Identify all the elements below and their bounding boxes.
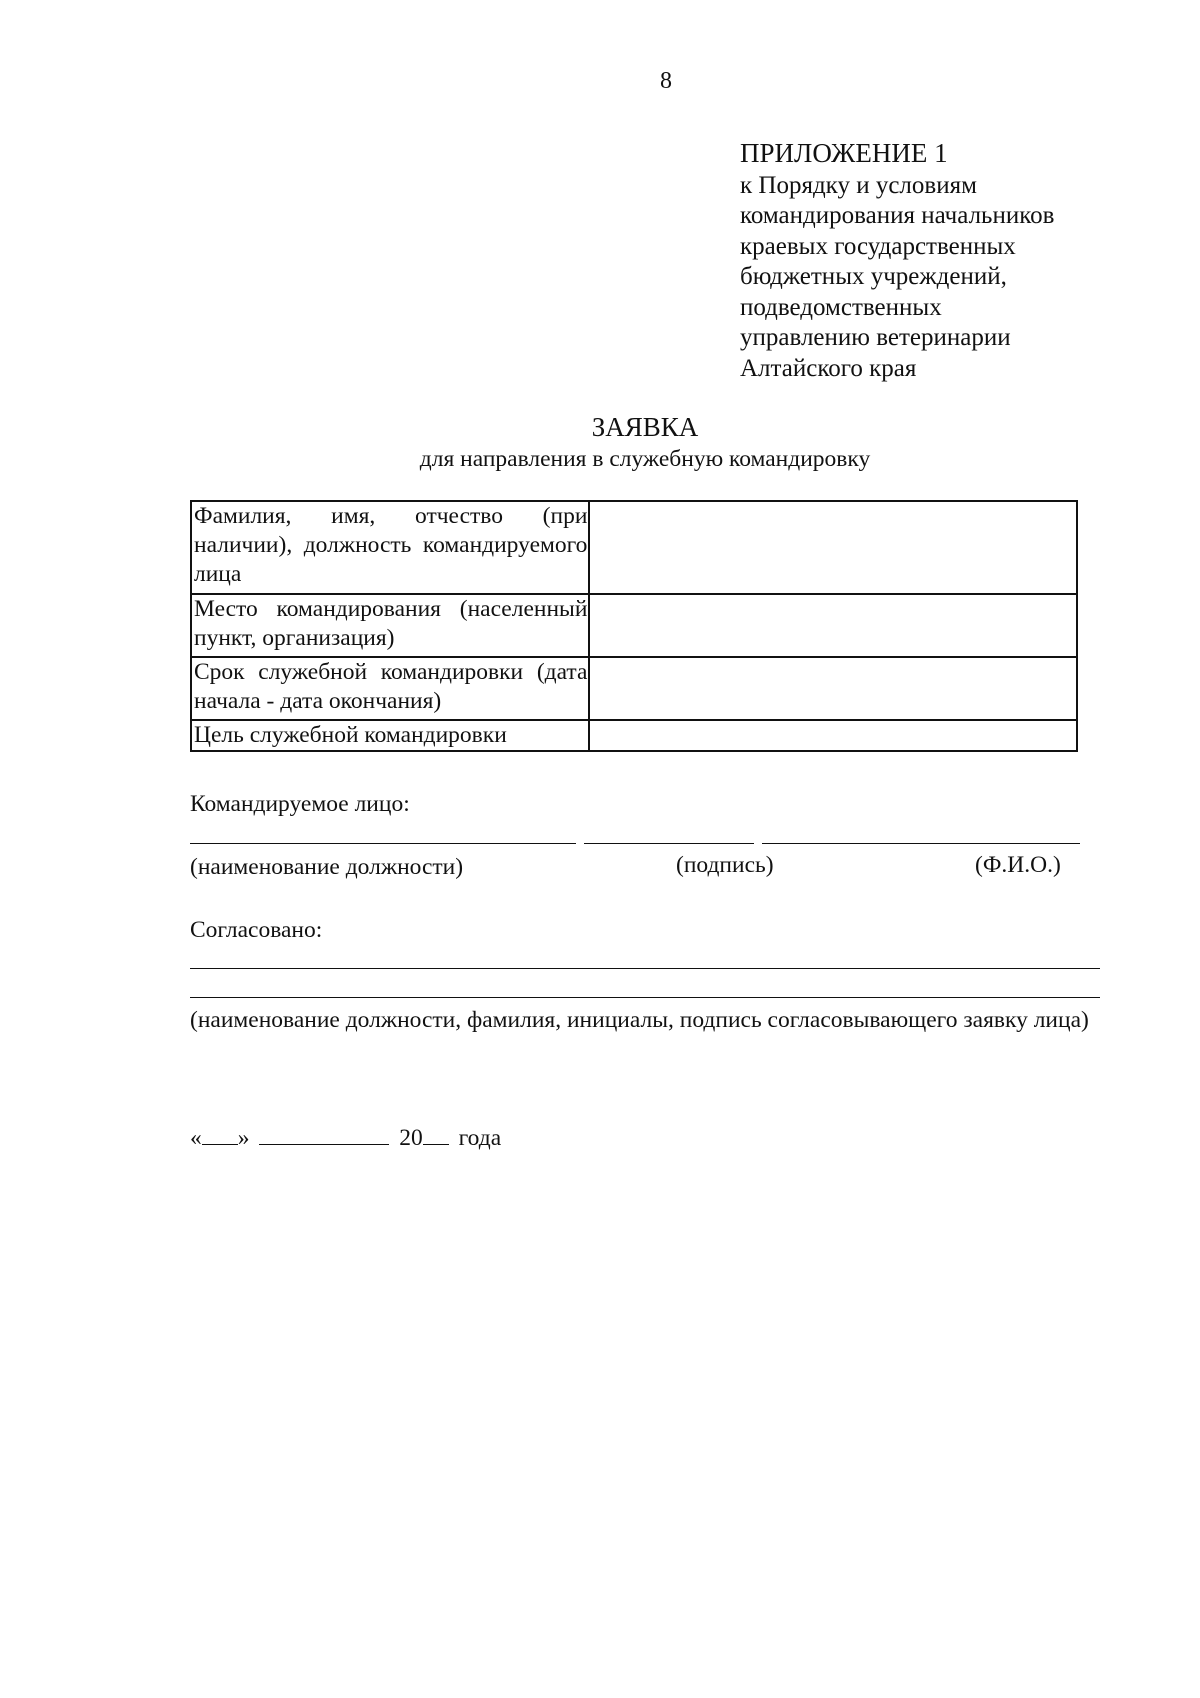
appendix-line: к Порядку и условиям xyxy=(740,171,977,199)
appendix-line: бюджетных учреждений, xyxy=(740,263,1007,290)
table-row xyxy=(191,720,1077,751)
row-label: Цель служебной командировки xyxy=(191,720,589,751)
row-value-field[interactable] xyxy=(589,657,1077,720)
date-month-blank[interactable] xyxy=(259,1122,389,1145)
date-year-prefix: 20 xyxy=(399,1125,423,1151)
appendix-line: управлению ветеринарии xyxy=(740,324,1011,351)
date-suffix: года xyxy=(458,1125,502,1151)
caption-name: (Ф.И.О.) xyxy=(975,852,1061,878)
row-value-field[interactable] xyxy=(589,720,1077,751)
table-row xyxy=(191,501,1077,594)
appendix-title: ПРИЛОЖЕНИЕ 1 xyxy=(740,138,948,168)
row-label: Место командирования (населенный пункт, организация) xyxy=(191,594,589,657)
appendix-header xyxy=(740,138,1160,384)
table-row xyxy=(191,594,1077,657)
date-day-blank[interactable] xyxy=(202,1122,238,1145)
table-row xyxy=(191,657,1077,720)
approval-label: Согласовано: xyxy=(190,917,323,943)
caption-position: (наименование должности) xyxy=(190,854,464,880)
approval-caption: (наименование должности, фамилия, инициалы, подпись согласовывающего заявку лица) xyxy=(190,1007,1089,1033)
date-close-quote: » xyxy=(237,1125,250,1151)
row-label: Фамилия, имя, отчество (при наличии), должность командируемого лица xyxy=(191,501,589,594)
request-table xyxy=(190,500,1078,752)
approval-line-1[interactable] xyxy=(190,968,1100,969)
date-year-blank[interactable] xyxy=(423,1122,449,1145)
date-line xyxy=(190,1122,501,1152)
page-number: 8 xyxy=(660,68,672,94)
approval-line-2[interactable] xyxy=(190,997,1100,998)
traveler-position-line[interactable] xyxy=(190,843,576,844)
document-title: ЗАЯВКА xyxy=(591,412,699,442)
appendix-line: командирования начальников xyxy=(740,202,1055,229)
traveler-label: Командируемое лицо: xyxy=(190,791,410,817)
row-value-field[interactable] xyxy=(589,501,1077,594)
appendix-line: краевых государственных xyxy=(740,232,1016,260)
appendix-line: Алтайского края xyxy=(740,354,917,382)
document-subtitle: для направления в служебную командировку xyxy=(419,446,871,472)
date-open-quote: « xyxy=(190,1125,202,1151)
appendix-line: подведомственных xyxy=(740,293,942,321)
row-value-field[interactable] xyxy=(589,594,1077,657)
caption-signature: (подпись) xyxy=(676,852,774,878)
traveler-signature-line[interactable] xyxy=(584,843,754,844)
row-label: Срок служебной командировки (дата начала - дата окончания) xyxy=(191,657,589,720)
traveler-name-line[interactable] xyxy=(762,843,1080,844)
